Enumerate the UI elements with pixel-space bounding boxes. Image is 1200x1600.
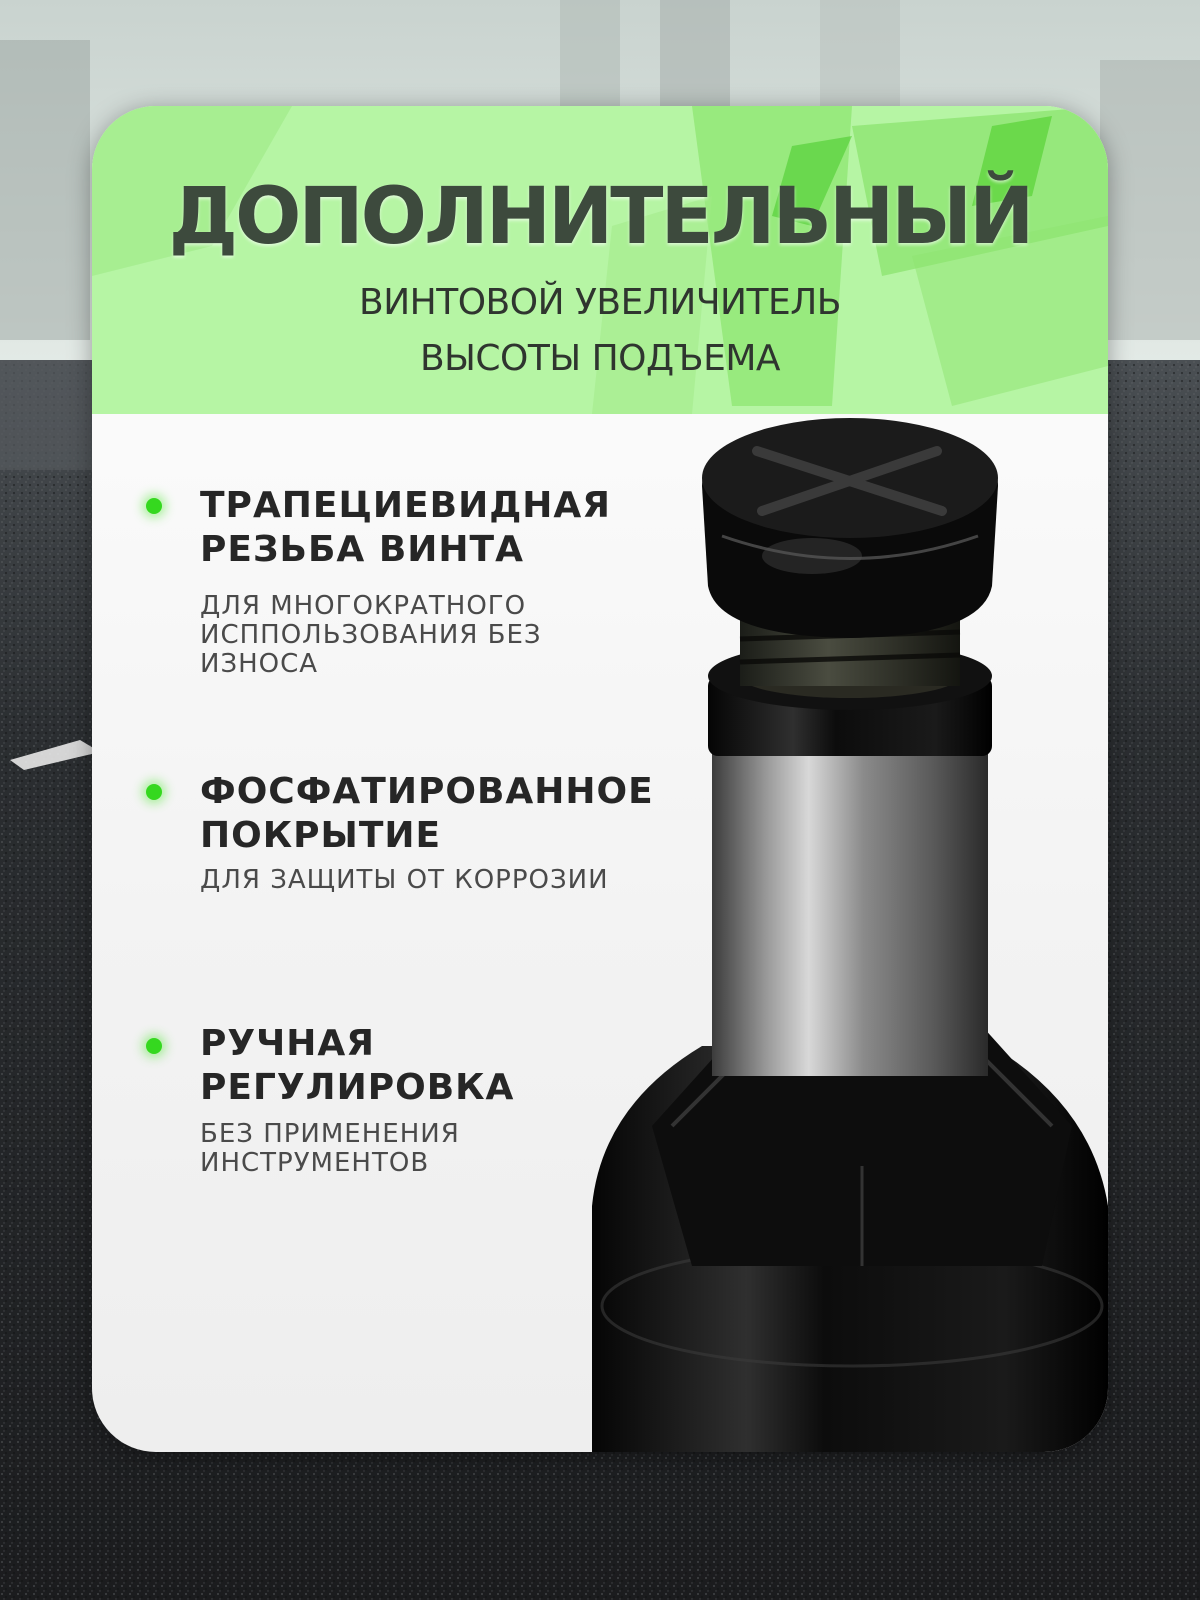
feature-desc-line: ДЛЯ ЗАЩИТЫ ОТ КОРРОЗИИ (200, 865, 609, 895)
subtitle-line-2: ВЫСОТЫ ПОДЪЕМА (419, 338, 781, 379)
feature-description (200, 592, 620, 679)
green-dot-icon (146, 1038, 162, 1054)
feature-title-line: РЕЗЬБА ВИНТА (200, 529, 524, 570)
page-title: ДОПОЛНИТЕЛЬНЫЙ (168, 172, 1032, 262)
feature-desc-line: ИСППОЛЬЗОВАНИЯ БЕЗ (200, 620, 542, 650)
green-dot-icon (146, 498, 162, 514)
feature-description (200, 1120, 620, 1178)
feature-desc-line: ИНСТРУМЕНТОВ (200, 1148, 430, 1178)
feature-title-line: ФОСФАТИРОВАННОЕ (200, 771, 654, 812)
feature-title-line: РУЧНАЯ (200, 1023, 375, 1064)
feature-desc-line: ДЛЯ МНОГОКРАТНОГО (200, 591, 527, 621)
card-header (92, 106, 1108, 414)
feature-description (200, 866, 620, 895)
screw-extension-jack-image (562, 406, 1108, 1452)
feature-title-line: ПОКРЫТИЕ (200, 815, 442, 856)
feature-desc-line: ИЗНОСА (200, 649, 319, 679)
feature-title-line: ТРАПЕЦИЕВИДНАЯ (200, 485, 611, 526)
feature-card (92, 106, 1108, 1452)
subtitle-line-1: ВИНТОВОЙ УВЕЛИЧИТЕЛЬ (359, 282, 841, 323)
feature-title-line: РЕГУЛИРОВКА (200, 1067, 515, 1108)
green-dot-icon (146, 784, 162, 800)
feature-desc-line: БЕЗ ПРИМЕНЕНИЯ (200, 1119, 460, 1149)
